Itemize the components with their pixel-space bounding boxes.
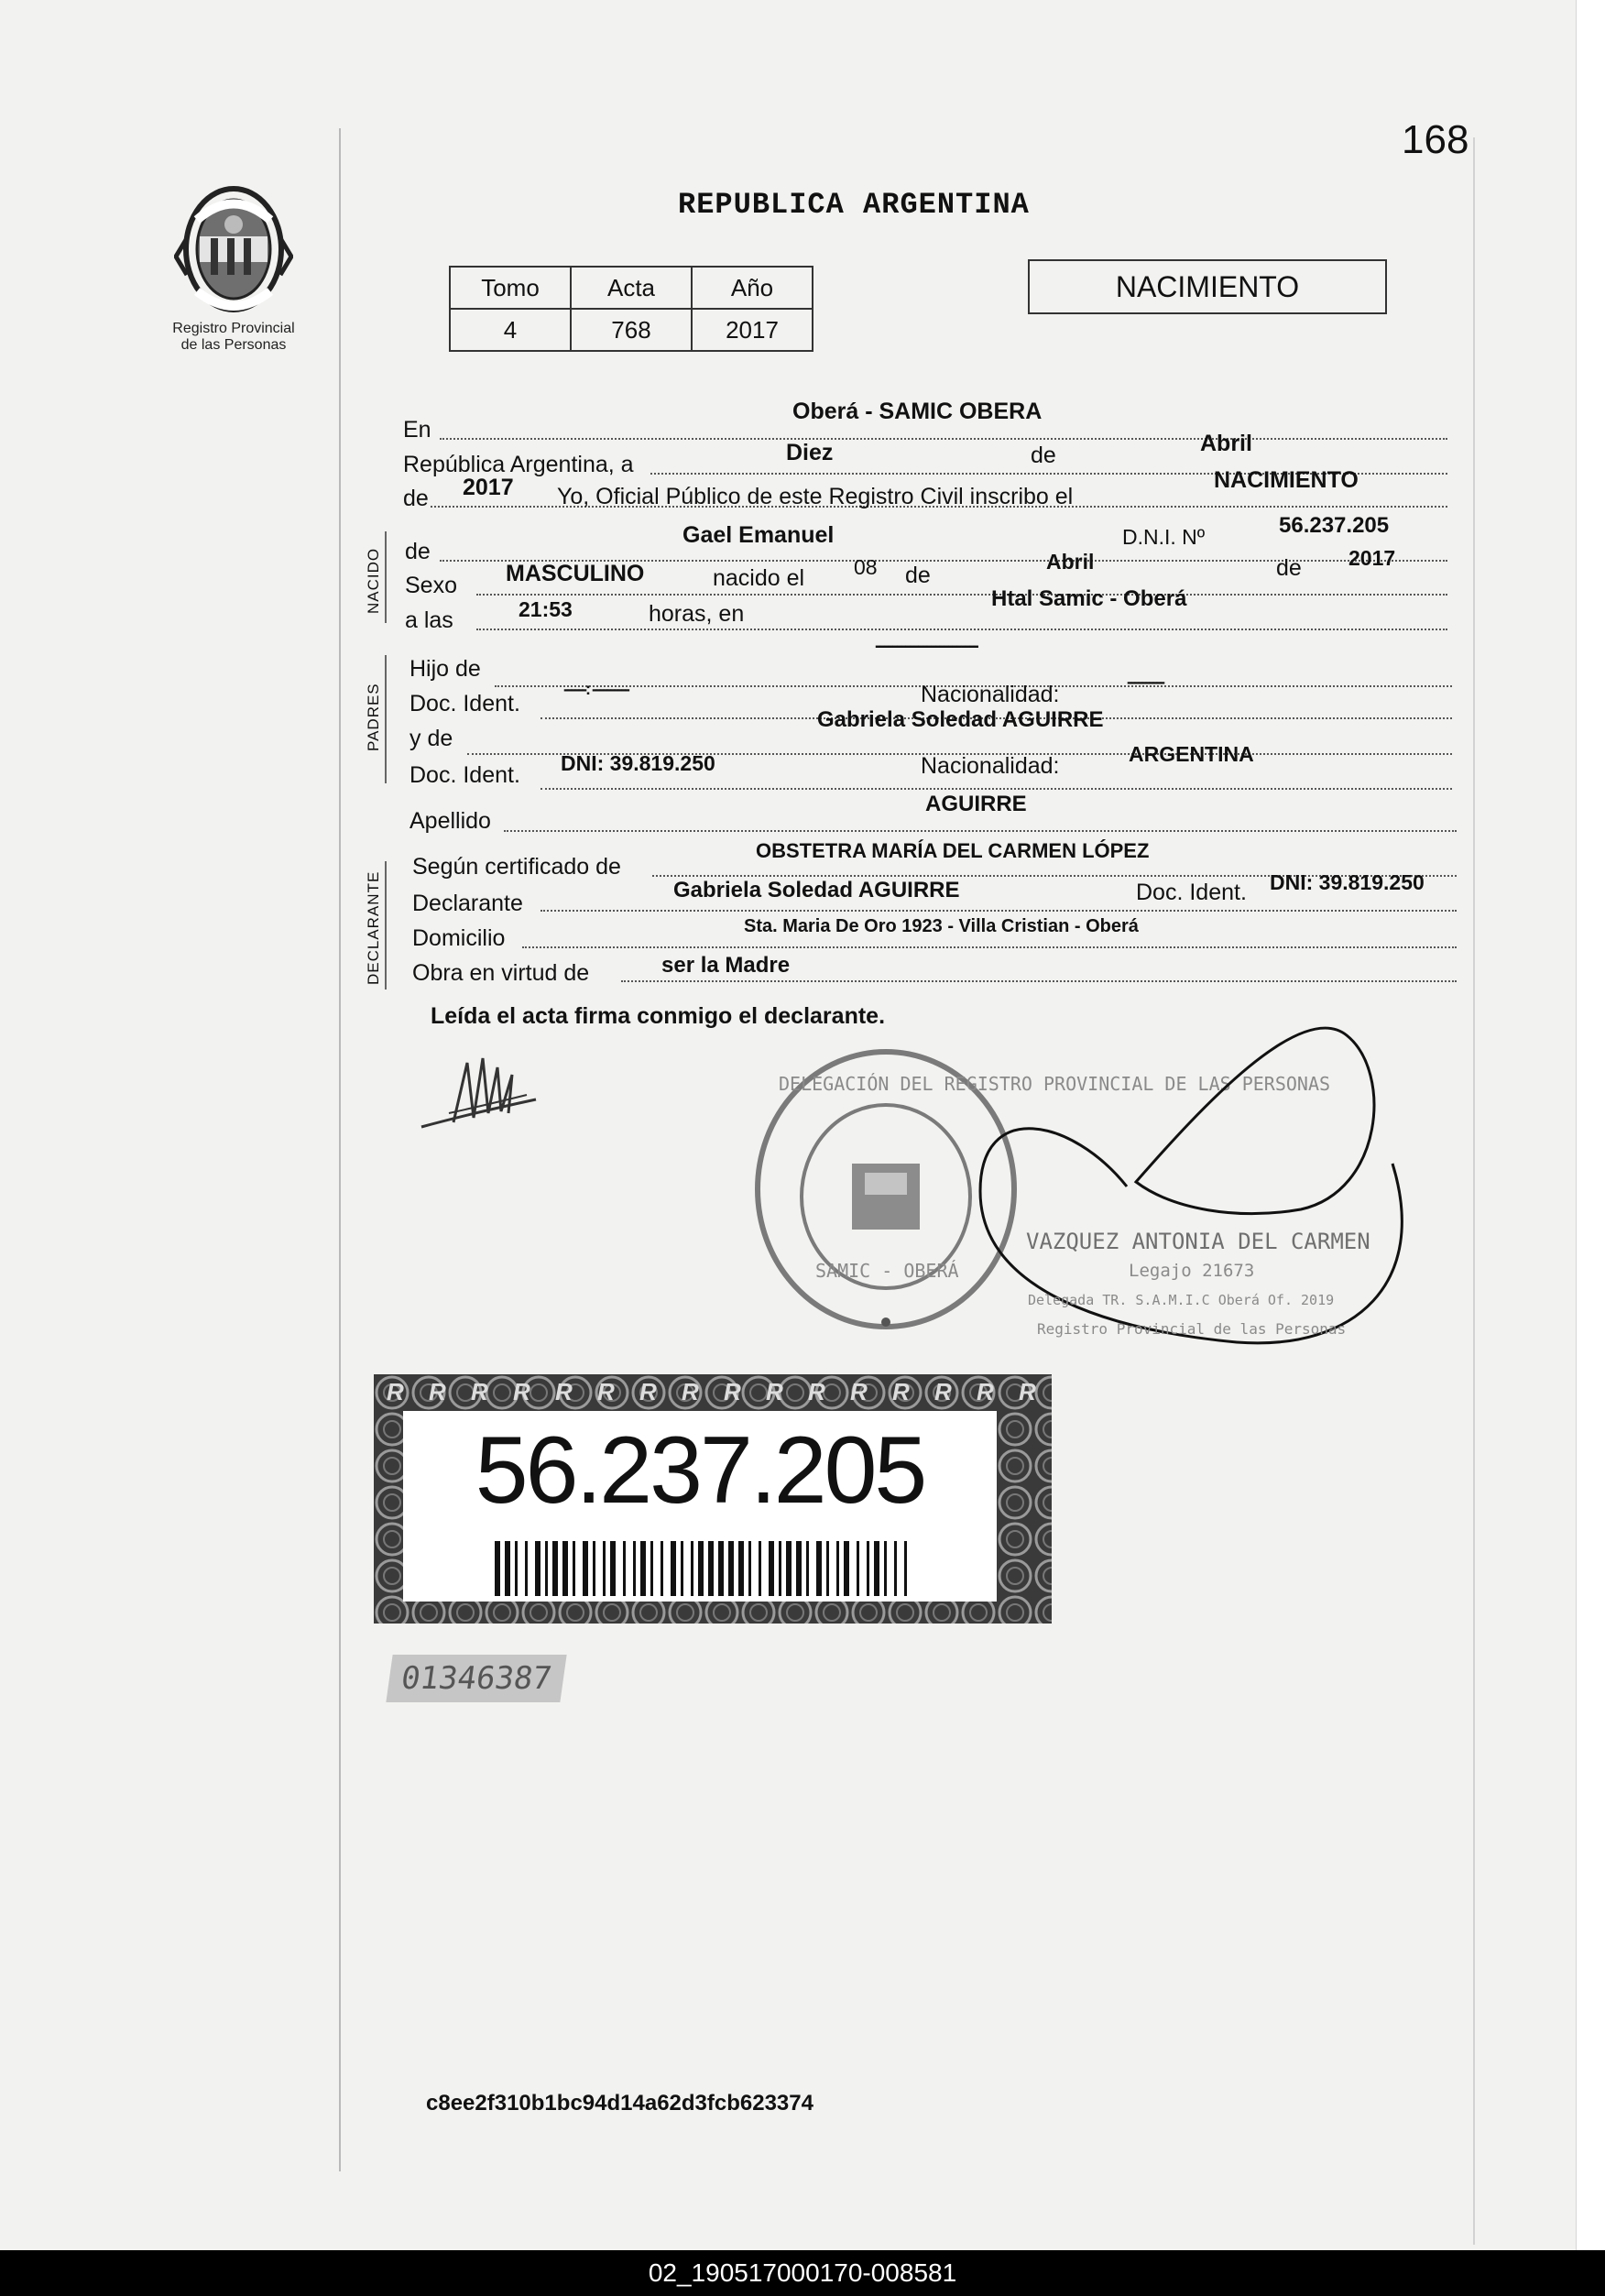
padres-section-label: PADRES — [365, 683, 382, 751]
barcode-bar — [552, 1541, 558, 1596]
sticker-pattern-letter: R — [934, 1378, 952, 1405]
dotted-line — [476, 594, 1447, 596]
apellido-value: AGUIRRE — [925, 792, 1027, 816]
sticker-pattern-letter: R — [513, 1378, 530, 1405]
page-fold-line — [1473, 137, 1475, 2245]
day-value: Diez — [786, 440, 834, 465]
declarante-section-label: DECLARANTE — [365, 870, 382, 985]
barcode-bar — [671, 1541, 676, 1596]
value-acta: 768 — [571, 309, 692, 351]
barcode-bar — [545, 1541, 548, 1596]
document-hash: c8ee2f310b1bc94d14a62d3fcb623374 — [426, 2091, 813, 2116]
en-label: En — [403, 417, 431, 443]
stamp-ring-text: DELEGACIÓN DEL REGISTRO PROVINCIAL DE LAS PERSONAS — [779, 1073, 1331, 1095]
child-name-value: Gael Emanuel — [682, 522, 835, 548]
sticker-pattern-letter: R — [850, 1378, 868, 1405]
inscribes-value: NACIMIENTO — [1214, 467, 1359, 493]
father-nat-label: Nacionalidad: — [921, 682, 1060, 707]
sticker-pattern-letter: R — [597, 1378, 615, 1405]
barcode-bar — [894, 1541, 897, 1596]
barcode-bar — [593, 1541, 595, 1596]
barcode-bar — [691, 1541, 693, 1596]
barcode-bar — [796, 1541, 802, 1596]
sticker-pattern-letter: R — [387, 1378, 404, 1405]
barcode-bar — [610, 1541, 616, 1596]
document-type-box: NACIMIENTO — [1028, 259, 1387, 314]
section-bracket — [385, 531, 387, 623]
barcode-bar — [738, 1541, 744, 1596]
father-doc-label: Doc. Ident. — [409, 691, 520, 716]
sexo-label: Sexo — [405, 573, 457, 598]
barcode-bar — [525, 1541, 528, 1596]
sticker-letter-row — [374, 1376, 1052, 1409]
official-registry: Registro Provincial de las Personas — [1037, 1320, 1347, 1338]
official-legajo: Legajo 21673 — [1129, 1261, 1255, 1281]
place-value: Oberá - SAMIC OBERA — [792, 399, 1043, 424]
declarante-name-value: Gabriela Soledad AGUIRRE — [673, 878, 960, 902]
nacido-el-label: nacido el — [713, 565, 805, 591]
sticker-pattern-letter: R — [892, 1378, 910, 1405]
month-value: Abril — [1200, 431, 1252, 456]
barcode-bar — [857, 1541, 859, 1596]
sticker-dni-number: 56.237.205 — [475, 1417, 925, 1524]
declarante-label: Declarante — [412, 891, 523, 916]
reference-value-row — [450, 309, 813, 351]
sticker-pattern-letter: R — [724, 1378, 741, 1405]
child-dni-value: 56.237.205 — [1279, 513, 1390, 538]
value-tomo: 4 — [450, 309, 571, 351]
sticker-pattern-letter: R — [1019, 1378, 1036, 1405]
intro-text: Yo, Oficial Público de este Registro Civil inscribo el — [557, 484, 1074, 509]
de2-label: de — [403, 486, 429, 511]
section-bracket — [385, 655, 387, 783]
barcode-bar — [769, 1541, 774, 1596]
de-label: de — [1031, 443, 1056, 468]
barcode-bar — [836, 1541, 839, 1596]
barcode-bar — [816, 1541, 822, 1596]
barcode-icon — [495, 1541, 907, 1596]
section-bracket — [385, 861, 387, 989]
father-name-value: ------------------------ — [875, 636, 977, 656]
father-nat-value: ---------- — [1127, 672, 1163, 691]
horas-label: horas, en — [649, 601, 745, 627]
barcode-bar — [786, 1541, 792, 1596]
sticker-pattern-letter: R — [977, 1378, 994, 1405]
barcode-bar — [806, 1541, 809, 1596]
value-anio: 2017 — [692, 309, 813, 351]
dotted-line — [540, 910, 1457, 912]
barcode-bar — [623, 1541, 626, 1596]
logo-caption-2: de las Personas — [180, 337, 287, 353]
birth-month-value: Abril — [1046, 550, 1095, 574]
sticker-pattern-letter: R — [766, 1378, 783, 1405]
closing-statement: Leída el acta firma conmigo el declarante. — [431, 1003, 886, 1029]
barcode-bar — [779, 1541, 781, 1596]
reference-header-row — [450, 267, 813, 309]
barcode-bar — [759, 1541, 761, 1596]
sticker-pattern-letter: R — [471, 1378, 488, 1405]
barcode-bar — [633, 1541, 636, 1596]
barcode-bar — [603, 1541, 606, 1596]
barcode-bar — [748, 1541, 751, 1596]
barcode-bar — [535, 1541, 540, 1596]
sticker-pattern-letter: R — [808, 1378, 825, 1405]
dotted-line — [504, 830, 1457, 832]
domicilio-label: Domicilio — [412, 925, 506, 951]
mother-doc-value: DNI: 39.819.250 — [561, 751, 715, 775]
declarant-signature-icon — [417, 1049, 545, 1141]
barcode-bar — [874, 1541, 879, 1596]
mother-doc-label: Doc. Ident. — [409, 762, 520, 788]
birth-day-value: 08 — [854, 555, 878, 579]
sticker-label — [403, 1411, 997, 1602]
barcode-bar — [728, 1541, 734, 1596]
barcode-bar — [661, 1541, 663, 1596]
sticker-pattern-letter: R — [682, 1378, 699, 1405]
barcode-bar — [844, 1541, 849, 1596]
sticker-pattern-letter: R — [429, 1378, 446, 1405]
nacido-de2-label: de — [905, 563, 931, 588]
registry-logo — [156, 183, 311, 354]
republica-label: República Argentina, a — [403, 452, 634, 477]
declarante-doc-label: Doc. Ident. — [1136, 880, 1247, 905]
dotted-line — [540, 788, 1452, 790]
margin-line — [339, 128, 341, 2171]
dotted-line — [476, 629, 1447, 630]
mother-nat-value: ARGENTINA — [1129, 742, 1254, 766]
official-name: VAZQUEZ ANTONIA DEL CARMEN — [1026, 1229, 1370, 1254]
dni-label: D.N.I. Nº — [1122, 525, 1206, 549]
stamp-inner-text: SAMIC - OBERÁ — [815, 1260, 959, 1282]
y-de-label: y de — [409, 726, 453, 751]
mother-name-value: Gabriela Soledad AGUIRRE — [817, 707, 1104, 732]
sticker-pattern-letter: R — [555, 1378, 573, 1405]
declarante-doc-value: DNI: 39.819.250 — [1270, 870, 1425, 894]
page-number: 168 — [1402, 117, 1469, 162]
nacido-de-label: de — [405, 539, 431, 564]
logo-caption-1: Registro Provincial — [172, 321, 295, 336]
scan-file-id: 02_190517000170-008581 — [0, 2250, 1605, 2296]
barcode-bar — [515, 1541, 518, 1596]
barcode-bar — [573, 1541, 575, 1596]
nacido-section-label: NACIDO — [365, 547, 382, 614]
dotted-line — [440, 438, 1447, 440]
cert-value: OBSTETRA MARÍA DEL CARMEN LÓPEZ — [756, 839, 1150, 862]
hijo-de-label: Hijo de — [409, 656, 481, 682]
dni-sticker — [374, 1374, 1052, 1624]
barcode-bar — [583, 1541, 588, 1596]
barcode-bar — [826, 1541, 829, 1596]
mother-nat-label: Nacionalidad: — [921, 753, 1060, 779]
obra-label: Obra en virtud de — [412, 960, 590, 986]
barcode-bar — [708, 1541, 714, 1596]
header-acta: Acta — [571, 267, 692, 309]
obra-value: ser la Madre — [661, 953, 791, 978]
provincial-seal-icon — [174, 183, 293, 321]
barcode-bar — [495, 1541, 500, 1596]
barcode-bar — [640, 1541, 646, 1596]
country-title: REPUBLICA ARGENTINA — [678, 188, 1030, 222]
barcode-bar — [505, 1541, 510, 1596]
barcode-bar — [681, 1541, 683, 1596]
dotted-line — [522, 946, 1457, 948]
nacido-de3-label: de — [1276, 555, 1302, 581]
sexo-value: MASCULINO — [506, 561, 645, 586]
father-doc-value: ------: ---------- — [563, 680, 628, 698]
barcode-bar — [562, 1541, 568, 1596]
a-las-label: a las — [405, 607, 453, 633]
serial-number: 01346387 — [386, 1655, 566, 1702]
header-tomo: Tomo — [450, 267, 571, 309]
barcode-bar — [867, 1541, 869, 1596]
header-anio: Año — [692, 267, 813, 309]
page-edge — [1576, 0, 1605, 2250]
birth-year-value: 2017 — [1348, 546, 1396, 570]
barcode-bar — [650, 1541, 653, 1596]
barcode-bar — [884, 1541, 887, 1596]
barcode-bar — [904, 1541, 907, 1596]
barcode-bar — [718, 1541, 724, 1596]
cert-label: Según certificado de — [412, 854, 621, 880]
official-role: Delegada TR. S.A.M.I.C Oberá Of. 2019 — [1028, 1292, 1335, 1308]
birth-time-value: 21:53 — [519, 597, 573, 621]
intro-year-value: 2017 — [463, 475, 514, 500]
sticker-pattern-letter: R — [639, 1378, 657, 1405]
apellido-label: Apellido — [409, 808, 491, 834]
birth-place-value: Htal Samic - Oberá — [991, 586, 1187, 611]
barcode-bar — [698, 1541, 704, 1596]
domicilio-value: Sta. Maria De Oro 1923 - Villa Cristian - Oberá — [744, 916, 1139, 936]
reference-table — [449, 266, 813, 352]
